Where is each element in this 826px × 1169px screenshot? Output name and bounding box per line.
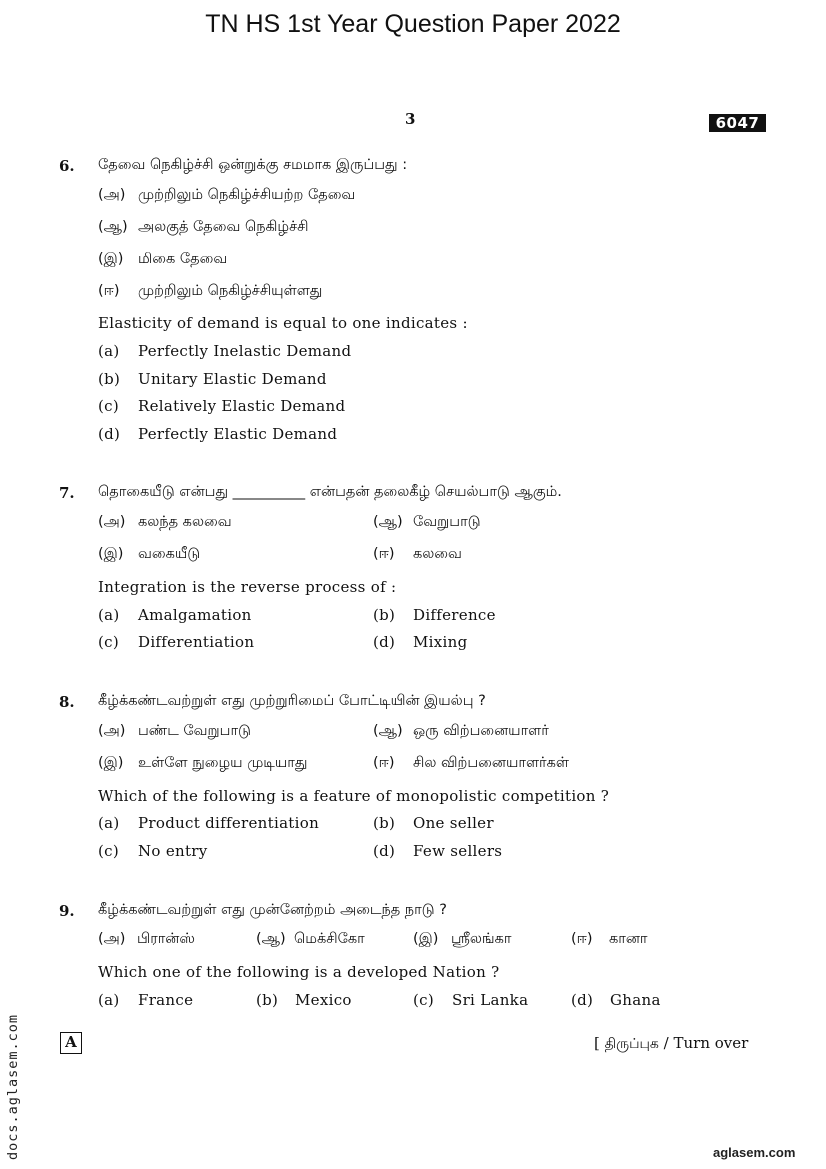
question-6-number: 6. [59, 157, 75, 175]
turn-over-tamil: திருப்புக [604, 1036, 659, 1052]
question-6-tamil-option-label: (ஈ) [98, 283, 120, 299]
question-7-english-option-label: (b) [373, 606, 396, 624]
turn-over-bracket: [ [594, 1034, 600, 1052]
question-6-tamil-option-label: (அ) [98, 187, 126, 203]
question-9-tamil-option-label: (ஈ) [571, 931, 593, 947]
question-6-english-option-label: (a) [98, 342, 120, 360]
question-8-english-option-label: (c) [98, 842, 120, 860]
question-7-tamil-option-text: வகையீடு [138, 546, 201, 562]
question-7-english-option-text: Mixing [413, 633, 468, 651]
question-8-number: 8. [59, 693, 75, 711]
paper-code-badge: 6047 [709, 114, 766, 132]
question-8-tamil-option-label: (அ) [98, 723, 126, 739]
question-9-english-option-label: (a) [98, 991, 120, 1009]
question-7-number: 7. [59, 484, 75, 502]
question-9-tamil-option-text: பிரான்ஸ் [137, 931, 195, 947]
question-9-english-option-text: France [138, 991, 194, 1009]
question-7-tamil-option-label: (ஈ) [373, 546, 395, 562]
question-7-english-option-label: (a) [98, 606, 120, 624]
question-9-english-option-text: Mexico [295, 991, 352, 1009]
question-9-english-option-label: (c) [413, 991, 435, 1009]
question-8-english-option-text: Few sellers [413, 842, 503, 860]
document-title: TN HS 1st Year Question Paper 2022 [205, 10, 621, 38]
question-6-english-option-label: (b) [98, 370, 121, 388]
question-9-tamil-option-text: மெக்சிகோ [294, 931, 365, 947]
turn-over-english: Turn over [673, 1034, 749, 1052]
turn-over-note [594, 1034, 748, 1054]
question-6-english-option-text: Relatively Elastic Demand [138, 397, 346, 415]
question-9-english-stem: Which one of the following is a developed Nation ? [98, 963, 500, 981]
question-7-tamil-option-label: (ஆ) [373, 514, 403, 530]
question-7-english-option-text: Difference [413, 606, 496, 624]
question-8-english-stem: Which of the following is a feature of monopolistic competition ? [98, 787, 610, 805]
question-8-english-option-text: One seller [413, 814, 494, 832]
question-7-english-option-text: Amalgamation [138, 606, 252, 624]
question-7-english-option-label: (d) [373, 633, 396, 651]
turn-over-separator: / [663, 1034, 669, 1052]
question-6-tamil-stem: தேவை நெகிழ்ச்சி ஒன்றுக்கு சமமாக இருப்பது : [98, 157, 408, 173]
question-6-tamil-option-text: முற்றிலும் நெகிழ்ச்சியற்ற தேவை [138, 187, 356, 203]
question-7-english-option-text: Differentiation [138, 633, 255, 651]
question-6-tamil-option-label: (இ) [98, 251, 124, 267]
question-6-english-option-text: Perfectly Inelastic Demand [138, 342, 352, 360]
question-7-tamil-option-text: கலந்த கலவை [138, 514, 232, 530]
question-6-english-option-text: Perfectly Elastic Demand [138, 425, 338, 443]
footer-site-link[interactable]: aglasem.com [713, 1145, 796, 1160]
question-8-tamil-option-label: (ஈ) [373, 755, 395, 771]
question-9-english-option-text: Ghana [610, 991, 661, 1009]
question-8-english-option-text: No entry [138, 842, 208, 860]
question-7-english-stem: Integration is the reverse process of : [98, 578, 397, 596]
question-6-tamil-option-text: அலகுத் தேவை நெகிழ்ச்சி [138, 219, 309, 235]
question-6-tamil-option-text: மிகை தேவை [138, 251, 228, 267]
question-8-english-option-label: (b) [373, 814, 396, 832]
question-8-tamil-option-text: ஒரு விற்பனையாளர் [413, 723, 549, 739]
question-7-tamil-option-text: கலவை [413, 546, 462, 562]
question-9-number: 9. [59, 902, 75, 920]
question-7-tamil-option-text: வேறுபாடு [413, 514, 481, 530]
set-code-box: A [60, 1032, 82, 1054]
question-7-tamil-option-label: (அ) [98, 514, 126, 530]
question-9-tamil-option-text: கானா [609, 931, 648, 947]
question-8-english-option-label: (a) [98, 814, 120, 832]
question-8-tamil-option-label: (ஆ) [373, 723, 403, 739]
question-6-tamil-option-text: முற்றிலும் நெகிழ்ச்சியுள்ளது [138, 283, 323, 299]
question-9-english-option-label: (b) [256, 991, 279, 1009]
question-9-english-option-text: Sri Lanka [452, 991, 529, 1009]
question-8-tamil-stem: கீழ்க்கண்டவற்றுள் எது முற்றுரிமைப் போட்டியின் இயல்பு ? [98, 693, 486, 709]
question-6-english-option-text: Unitary Elastic Demand [138, 370, 327, 388]
question-8-tamil-option-text: சில விற்பனையாளர்கள் [413, 755, 569, 771]
question-9-tamil-option-label: (ஆ) [256, 931, 286, 947]
question-7-tamil-option-label: (இ) [98, 546, 124, 562]
question-9-tamil-stem: கீழ்க்கண்டவற்றுள் எது முன்னேற்றம் அடைந்த நாடு ? [98, 902, 447, 918]
question-6-english-stem: Elasticity of demand is equal to one indicates : [98, 314, 468, 332]
question-6-tamil-option-label: (ஆ) [98, 219, 128, 235]
question-9-english-option-label: (d) [571, 991, 594, 1009]
question-9-tamil-option-label: (இ) [413, 931, 439, 947]
side-watermark: docs.aglasem.com [5, 1013, 21, 1160]
page-number: 3 [405, 110, 416, 128]
question-8-tamil-option-label: (இ) [98, 755, 124, 771]
question-9-tamil-option-text: ஸ்ரீலங்கா [451, 931, 512, 947]
question-9-tamil-option-label: (அ) [98, 931, 126, 947]
question-6-english-option-label: (c) [98, 397, 120, 415]
question-8-english-option-text: Product differentiation [138, 814, 320, 832]
question-7-english-option-label: (c) [98, 633, 120, 651]
question-7-tamil-stem: தொகையீடு என்பது __________ என்பதன் தலைகீழ் செயல்பாடு ஆகும். [98, 484, 562, 500]
question-8-english-option-label: (d) [373, 842, 396, 860]
question-8-tamil-option-text: பண்ட வேறுபாடு [138, 723, 251, 739]
question-8-tamil-option-text: உள்ளே நுழைய முடியாது [138, 755, 308, 771]
question-6-english-option-label: (d) [98, 425, 121, 443]
